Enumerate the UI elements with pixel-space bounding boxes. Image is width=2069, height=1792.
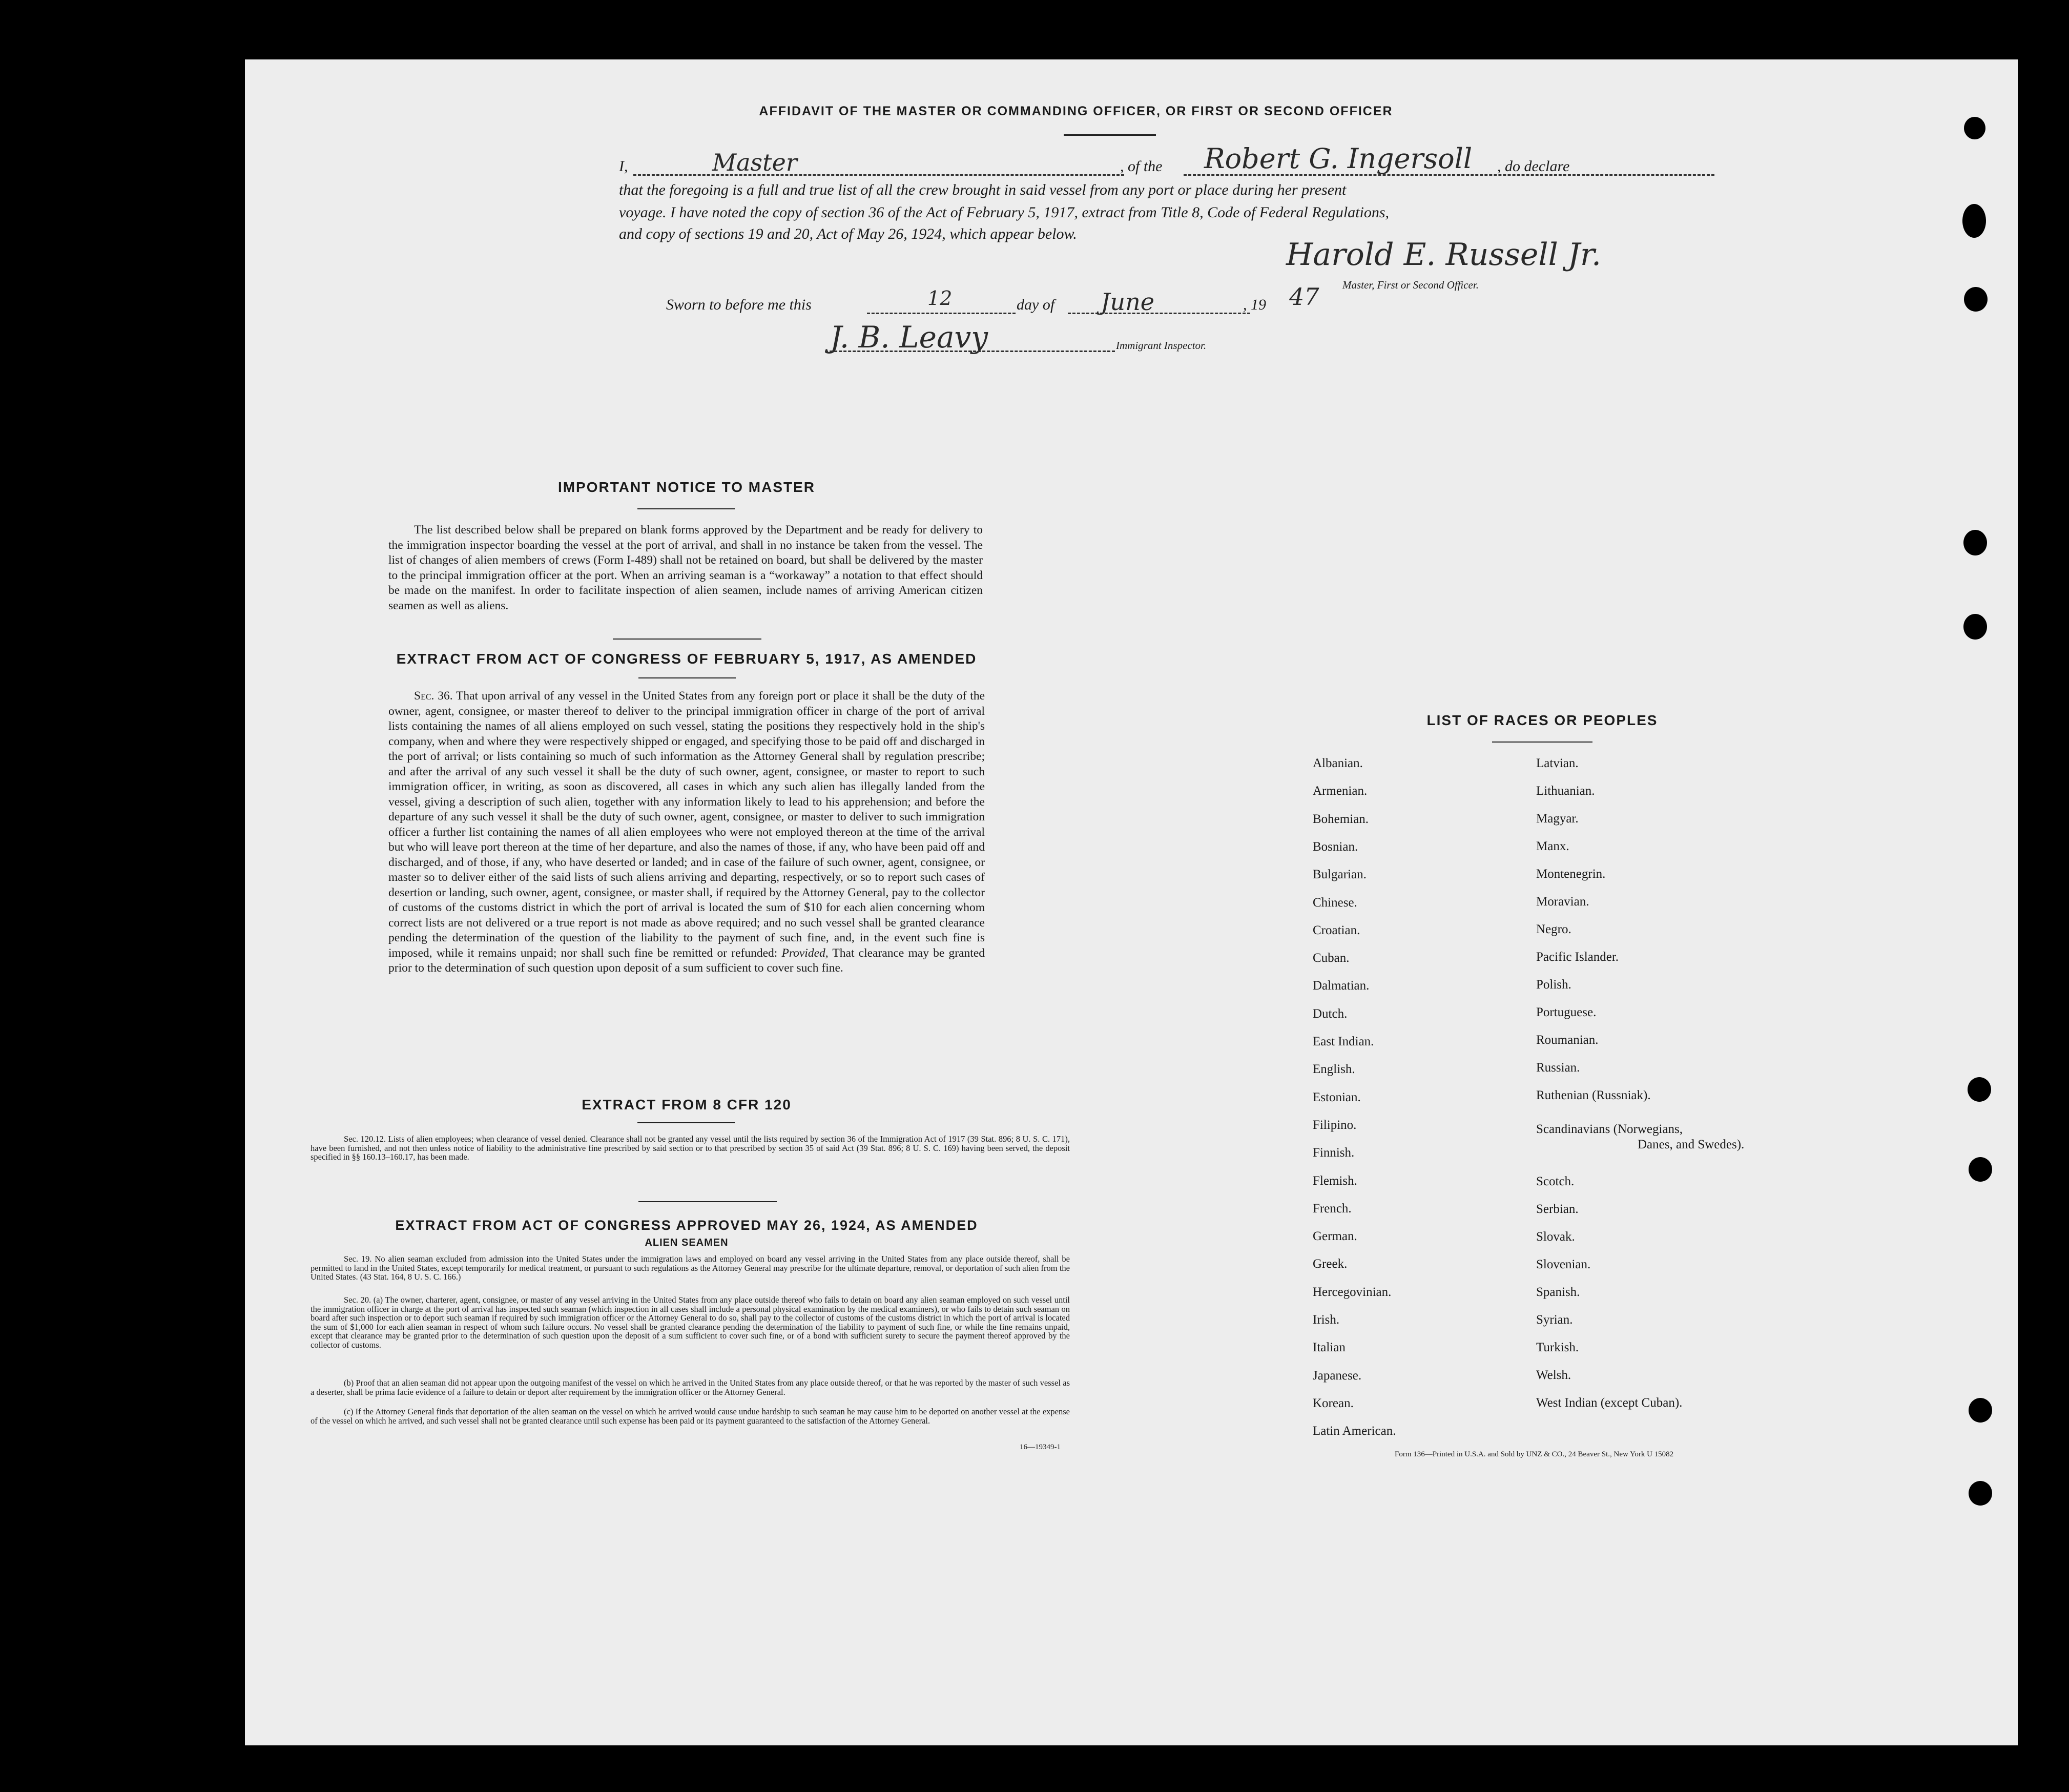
handwritten-vessel-name: Robert G. Ingersoll <box>1204 142 1473 175</box>
sworn-prefix: Sworn to before me this <box>666 296 812 313</box>
race-item: Latin American. <box>1313 1424 1396 1438</box>
binder-hole <box>1969 1157 1992 1182</box>
race-item: Serbian. <box>1536 1202 1579 1216</box>
race-item: Armenian. <box>1313 784 1368 798</box>
section-20a-text: Sec. 20. (a) The owner, charterer, agent, consignee, or master of any vessel arriving in the United States from any place outside thereof who fails to detain on board any alien seaman employed on such vessel until the immigration officer in charge at the port of arrival has inspected such seaman (which inspection in all cases shall include a personal physical examination by the medical examiners), or who fails to detain such seaman on board after such inspection or to deport such seaman if required by such immigration officer or the Attorney General to do so, shall pay to the collector of customs of the customs district in which the port of arrival is located the sum of $1,000 for each alien seaman in respect of whom such failure occurs. No vessel shall be granted clearance pending the determination of the liability to payment of such fine, or while the fine remains unpaid, except that clearance may be granted prior to the determination of such question upon the deposit of a sum sufficient to cover such fine, or of a bond with sufficient surety to secure the payment thereof approved by the collector of customs. <box>311 1295 1070 1350</box>
affidavit-i: I, <box>619 158 628 175</box>
section-36-provided: Provided, <box>781 946 829 960</box>
race-item: French. <box>1313 1201 1352 1216</box>
affidavit-line-3: voyage. I have noted the copy of section 36 of the Act of February 5, 1917, extract from Title 8, Code of Federal Regulations, <box>619 204 1390 221</box>
race-item: Danes, and Swedes). <box>1638 1138 1745 1151</box>
race-item: Pacific Islander. <box>1536 950 1619 964</box>
race-item: Negro. <box>1536 922 1571 936</box>
binder-hole <box>1969 1398 1992 1423</box>
extract-1917-title: EXTRACT FROM ACT OF CONGRESS OF FEBRUARY 5, 1917, AS AMENDED <box>396 651 977 667</box>
cfr-title: EXTRACT FROM 8 CFR 120 <box>582 1097 792 1113</box>
notice-end-divider <box>613 638 761 640</box>
binder-hole <box>1962 204 1986 238</box>
notice-title: IMPORTANT NOTICE TO MASTER <box>557 479 816 495</box>
affidavit-line-4: and copy of sections 19 and 20, Act of May 26, 1924, which appear below. <box>619 225 1077 242</box>
handwritten-month: June <box>1101 288 1154 316</box>
affidavit-title: AFFIDAVIT OF THE MASTER OR COMMANDING OFFICER, OR FIRST OR SECOND OFFICER <box>759 104 1393 118</box>
race-item: Russian. <box>1536 1061 1580 1075</box>
race-item: Syrian. <box>1536 1313 1573 1327</box>
section-36-end: That clearance may be granted prior to the determination of such question upon deposit of a sum sufficient to cover such fine. <box>388 946 985 975</box>
extract-1917-divider <box>638 677 736 678</box>
race-item: Polish. <box>1536 978 1571 992</box>
form-code: 16—19349-1 <box>1020 1443 1061 1451</box>
sworn-month-line <box>1068 313 1250 314</box>
race-item: Ruthenian (Russniak). <box>1536 1088 1651 1102</box>
race-item: Croatian. <box>1313 923 1360 937</box>
race-item: Japanese. <box>1313 1368 1362 1383</box>
race-item: Slovenian. <box>1536 1258 1591 1271</box>
race-item: Latvian. <box>1536 756 1579 770</box>
sworn-year-prefix: , 19 <box>1243 296 1266 313</box>
section-19-text: Sec. 19. No alien seaman excluded from admission into the United States under the immigration laws and employed on board any vessel arriving in the United States from any place outside thereof, shall be permitted to land in the United States, except temporarily for medical treatment, or pursuant to such regulations as the Attorney General may prescribe for the ultimate departure, removal, or deportation of such alien from the United States. (43 Stat. 164, 8 U. S. C. 166.) <box>311 1254 1070 1282</box>
race-item: Hercegovinian. <box>1313 1285 1392 1299</box>
race-item: Welsh. <box>1536 1368 1571 1382</box>
races-title: LIST OF RACES OR PEOPLES <box>1426 712 1658 728</box>
race-item: Magyar. <box>1536 812 1579 826</box>
race-item: Spanish. <box>1536 1285 1580 1299</box>
cfr-end-divider <box>638 1201 777 1202</box>
race-item: English. <box>1313 1062 1355 1077</box>
binder-hole <box>1964 117 1985 139</box>
notice-divider <box>637 508 735 509</box>
race-item: Korean. <box>1313 1396 1354 1410</box>
master-caption: Master, First or Second Officer. <box>1342 279 1479 291</box>
section-36-label: Sec. 36. <box>414 689 453 703</box>
races-divider <box>1492 741 1592 743</box>
inspector-line <box>825 351 1115 352</box>
race-item: Irish. <box>1313 1313 1340 1327</box>
cfr-text: Sec. 120.12. Lists of alien employees; when clearance of vessel denied. Clearance shall not be granted any vessel until the lists required by section 36 of the Immigration Act of 1917 (39 Stat. 896; 8 U. S. C. 171), have been furnished, and not then unless notice of liability to the administrative fine prescribed by said section or to that prescribed by section 35 of said Act (39 Stat. 896; 8 U. S. C. 169) having been served, the deposit specified in §§ 160.13–160.17, has been made. <box>311 1134 1070 1162</box>
handwritten-rank: Master <box>712 149 797 176</box>
race-item: Dalmatian. <box>1313 979 1370 993</box>
binder-hole <box>1969 1481 1992 1506</box>
race-item: Turkish. <box>1536 1341 1579 1354</box>
race-item: Greek. <box>1313 1257 1348 1271</box>
extract-1924-title: EXTRACT FROM ACT OF CONGRESS APPROVED MAY 26, 1924, AS AMENDED <box>395 1218 978 1233</box>
title-divider <box>1064 134 1156 136</box>
handwritten-day: 12 <box>927 287 953 310</box>
race-item: Dutch. <box>1313 1006 1348 1021</box>
sworn-day-line <box>867 313 1016 314</box>
race-item: Bosnian. <box>1313 839 1358 854</box>
race-item: Albanian. <box>1313 756 1363 770</box>
section-20c-text: (c) If the Attorney General finds that deportation of the alien seaman on the vessel on which he arrived would cause undue hardship to such seaman he may cause him to be deported on another vessel at the expense of the vessel on which he arrived, and such vessel shall not be granted clearance until such expense has been paid or its payment guaranteed to the satisfaction of the Attorney General. <box>311 1407 1070 1426</box>
race-item: Scandinavians (Norwegians, <box>1536 1122 1683 1136</box>
race-item: Cuban. <box>1313 951 1350 965</box>
race-item: Filipino. <box>1313 1118 1357 1132</box>
race-item: Flemish. <box>1313 1173 1357 1188</box>
race-item: Montenegrin. <box>1536 867 1606 881</box>
race-item: Manx. <box>1536 839 1569 853</box>
race-item: Portuguese. <box>1536 1005 1597 1019</box>
affidavit-line-2: that the foregoing is a full and true list of all the crew brought in said vessel from any port or place during her present <box>619 181 1347 198</box>
inspector-caption: Immigrant Inspector. <box>1116 339 1207 352</box>
binder-hole <box>1963 614 1987 640</box>
binder-hole <box>1968 1077 1991 1102</box>
race-item: Moravian. <box>1536 895 1589 909</box>
master-signature: Harold E. Russell Jr. <box>1286 237 1602 273</box>
race-item: Italian <box>1313 1341 1346 1355</box>
race-item: Estonian. <box>1313 1090 1361 1104</box>
alien-seamen-subtitle: ALIEN SEAMEN <box>645 1237 729 1248</box>
section-20b-text: (b) Proof that an alien seaman did not appear upon the outgoing manifest of the vessel on which he arrived in the United States from any place outside thereof, or that he was reported by the master of such vessel as a deserter, shall be prima facie evidence of a failure to detain or deport after requirement by the immigration officer or the Attorney General. <box>311 1378 1070 1397</box>
race-item: Slovak. <box>1536 1230 1575 1244</box>
extract-1917-text <box>388 689 985 976</box>
inspector-signature: J. B. Leavy <box>830 320 988 355</box>
race-item: Scotch. <box>1536 1175 1575 1188</box>
affidavit-do-declare: , do declare <box>1497 158 1570 175</box>
affidavit-of-the: , of the <box>1120 158 1163 175</box>
race-item: East Indian. <box>1313 1035 1374 1048</box>
race-item: West Indian (except Cuban). <box>1536 1396 1683 1410</box>
race-item: Finnish. <box>1313 1146 1355 1160</box>
race-item: Bulgarian. <box>1313 868 1367 882</box>
footer-print-line: Form 136—Printed in U.S.A. and Sold by UNZ & CO., 24 Beaver St., New York U 15082 <box>1395 1450 1674 1458</box>
race-item: Roumanian. <box>1536 1033 1599 1047</box>
section-36-body: That upon arrival of any vessel in the United States from any foreign port or place it shall be the duty of the owner, agent, consignee, or master thereof to deliver to the principal immigration officer in charge of the port of arrival lists containing the names of all aliens employed on such vessel, stating the positions they respectively hold in the ship's company, when and where they were respectively shipped or engaged, and specifying those to be paid off and discharged in the port of arrival; or lists containing so much of such information as the Attorney General shall by regulation prescribe; and after the arrival of any such vessel it shall be the duty of such owner, agent, consignee, or master to report to such immigration officer, in writing, as soon as discovered, all cases in which any such alien has illegally landed from the vessel, giving a description of such alien, together with any information likely to lead to his apprehension; and before the departure of any such vessel it shall be the duty of such owner, agent, consignee, or master to deliver to such immigration officer a further list containing the names of all alien employees who were not employed thereon at the time of the arrival but who will leave port thereon at the time of her departure, and also the names of those, if any, who have been paid off and discharged, and of those, if any, who have deserted or landed; and in case of the failure of such owner, agent, consignee, or master so to deliver either of the said lists of such aliens arriving and departing, respectively, or so to report such cases of desertion or landing, such owner, agent, consignee, or master shall, if required by the Attorney General, pay to the collector of customs of the customs district in which the port of arrival is located the sum of $10 for each alien concerning whom correct lists are not delivered or a true report is not made as above required; and no such vessel shall be granted clearance pending the determination of the question of the liability to the payment of such fine, and, in the event such fine is imposed, while it remains unpaid; nor shall such fine be remitted or refunded: <box>388 689 985 960</box>
race-item: Chinese. <box>1313 895 1357 910</box>
binder-hole <box>1964 287 1988 312</box>
cfr-divider <box>637 1122 735 1123</box>
race-item: German. <box>1313 1229 1357 1244</box>
sworn-day-of: day of <box>1017 296 1055 313</box>
rank-field-line <box>633 174 1124 176</box>
notice-text: The list described below shall be prepared on blank forms approved by the Department and be ready for delivery to the immigration inspector boarding the vessel at the port of arrival, and shall in no instance be taken from the vessel. The list of changes of alien members of crews (Form I-489) shall not be retained on board, but shall be delivered by the master to the principal immigration officer at the port. When an arriving seaman is a “workaway” a notation to that effect should be made on the manifest. In order to facilitate inspection of alien seamen, include names of arriving American citizen seamen as well as aliens. <box>388 523 983 612</box>
race-item: Lithuanian. <box>1536 784 1595 798</box>
race-item: Bohemian. <box>1313 812 1369 826</box>
handwritten-year: 47 <box>1289 283 1319 311</box>
binder-hole <box>1963 530 1987 555</box>
